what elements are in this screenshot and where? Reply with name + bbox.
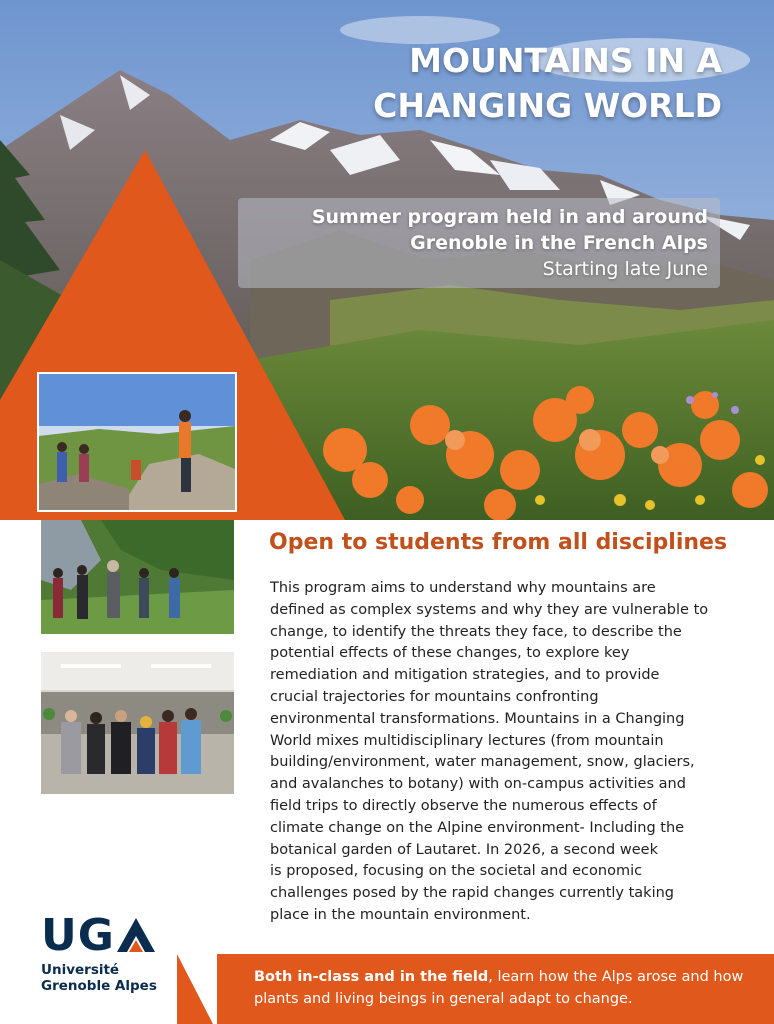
indoor-group-photo — [41, 652, 234, 794]
section-heading: Open to students from all disciplines — [269, 530, 728, 555]
program-description: This program aims to understand why mountains are defined as complex systems and why they are vulnerable to change, to identify the threats they face, to describe the potential effects of these changes, to explore key remediation and mitigation strategies, and to provide crucial trajectories for mountains confronting environmental transformations. Mountains in a Changing World mixes multidisciplinary lectures (from mountain building/environment, water management, snow, glaciers, and avalanches to botany) with on-campus activities and field trips to directly observe the numerous effects of climate change on the Alpine environment- Including the botanical garden of Lautaret. In 2026, a second week is proposed, focusing on the societal and economic challenges posed by the rapid changes currently taking place in the mountain environment. — [270, 580, 709, 923]
page-title — [373, 38, 722, 128]
subtitle-line-1: Summer program held in and around — [311, 206, 708, 228]
uga-logo-mark — [41, 914, 171, 958]
svg-text:UG: UG — [41, 914, 115, 958]
footer-bold-text: Both in-class and in the field — [254, 969, 489, 985]
subtitle — [312, 204, 708, 282]
footer-text — [254, 966, 754, 1010]
subtitle-line-2: Grenoble in the French Alps — [410, 232, 708, 254]
university-name — [41, 962, 157, 994]
forest-group-photo — [41, 520, 234, 634]
university-name-line-2: Grenoble Alpes — [41, 978, 157, 994]
university-name-line-1: Université — [41, 962, 120, 978]
footer-rest-text: , learn how the Alps arose and how plants and living beings in general adapt to change. — [254, 969, 744, 1007]
title-line-1: MOUNTAINS IN A — [409, 41, 722, 80]
uga-logo — [41, 914, 171, 994]
title-line-2: CHANGING WORLD — [373, 86, 722, 125]
start-date: Starting late June — [542, 258, 708, 280]
field-hike-photo — [37, 372, 237, 512]
